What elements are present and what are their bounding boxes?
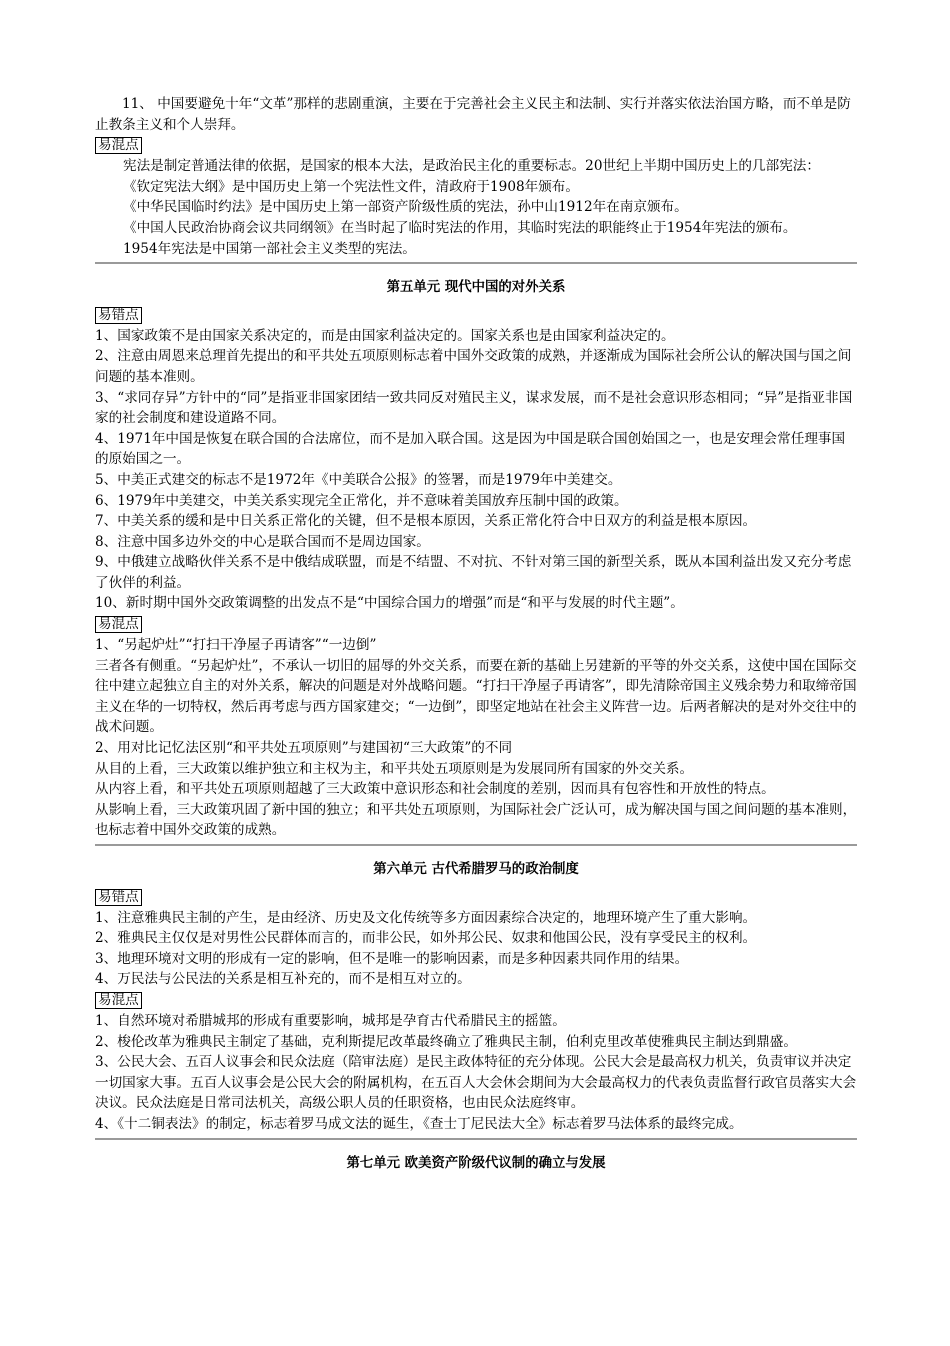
list-item: 从影响上看，三大政策巩固了新中国的独立；和平共处五项原则，为国际社会广泛认可，成为解决国与国之间问题的基本准则，也标志着中国外交政策的成熟。 — [95, 801, 857, 839]
section-divider — [95, 844, 857, 846]
section-divider — [95, 262, 857, 264]
list-item: 3、地理环境对文明的形成有一定的影响，但不是唯一的影响因素，而是多种因素共同作用的结果。 — [95, 950, 689, 967]
paragraph: 1954年宪法是中国第一部社会主义类型的宪法。 — [123, 240, 416, 257]
list-item: 1、“另起炉灶”“打扫干净屋子再请客”“一边倒” — [95, 637, 377, 654]
list-item: 1、注意雅典民主制的产生，是由经济、历史及文化传统等多方面因素综合决定的，地理环境产生了重大影响。 — [95, 909, 757, 926]
list-item: 1、自然环境对希腊城邦的形成有重要影响，城邦是孕育古代希腊民主的摇篮。 — [95, 1012, 566, 1029]
section-divider — [95, 1138, 857, 1140]
list-item: 2、注意由周恩来总理首先提出的和平共处五项原则标志着中国外交政策的成熟，并逐渐成为国际社会所公认的解决国与国之间问题的基本准则。 — [95, 348, 852, 385]
paragraph: 《中华民国临时约法》是中国历史上第一部资产阶级性质的宪法，孙中山1912年在南京颁布。 — [123, 199, 688, 216]
error-tag: 易错点 — [95, 307, 142, 324]
list-item: 从目的上看，三大政策以维护独立和主权为主，和平共处五项原则是为发展同所有国家的外交关系。 — [95, 760, 694, 777]
list-item: 8、注意中国多边外交的中心是联合国而不是周边国家。 — [95, 533, 430, 550]
error-tag: 易错点 — [95, 889, 142, 906]
document-page — [95, 94, 857, 1180]
list-item: 2、用对比记忆法区别“和平共处五项原则”与建国初“三大政策”的不同 — [95, 740, 513, 757]
list-item: 4、1971年中国是恢复在联合国的合法席位，而不是加入联合国。这是因为中国是联合国创始国之一，也是安理会常任理事国的原始国之一。 — [95, 430, 846, 468]
paragraph: 《钦定宪法大纲》是中国历史上第一个宪法性文件，清政府于1908年颁布。 — [123, 178, 579, 195]
paragraph-item-11: 11、 中国要避免十年“文革”那样的悲剧重演，主要在于完善社会主义民主和法制、实行并落实依法治国方略，而不单是防止教条主义和个人崇拜。 — [95, 96, 851, 133]
confusion-tag: 易混点 — [95, 992, 142, 1009]
paragraph: 宪法是制定普通法律的依据，是国家的根本大法，是政治民主化的重要标志。20世纪上半期中国历史上的几部宪法： — [123, 158, 820, 175]
list-item: 1、国家政策不是由国家关系决定的，而是由国家利益决定的。国家关系也是由国家利益决定的。 — [95, 327, 675, 344]
list-item: 4、万民法与公民法的关系是相互补充的，而不是相互对立的。 — [95, 971, 471, 988]
list-item: 5、中美正式建交的标志不是1972年《中美联合公报》的签署，而是1979年中美建交。 — [95, 471, 622, 488]
list-item: 7、中美关系的缓和是中日关系正常化的关键，但不是根本原因，关系正常化符合中日双方的利益是根本原因。 — [95, 513, 757, 530]
paragraph: 《中国人民政治协商会议共同纲领》在当时起了临时宪法的作用，其临时宪法的职能终止于1954年宪法的颁布。 — [123, 219, 797, 236]
list-item: 3、“求同存异”方针中的“同”是指亚非国家团结一致共同反对殖民主义，谋求发展，而不是社会意识形态相同；“异”是指亚非国家的社会制度和建设道路不同。 — [95, 389, 853, 427]
unit-7-title: 第七单元 欧美资产阶级代议制的确立与发展 — [346, 1155, 606, 1171]
list-item: 从内容上看，和平共处五项原则超越了三大政策中意识形态和社会制度的差别，因而具有包容性和开放性的特点。 — [95, 781, 775, 798]
unit-5-title: 第五单元 现代中国的对外关系 — [386, 280, 566, 296]
list-item: 10、新时期中国外交政策调整的出发点不是“中国综合国力的增强”而是“和平与发展的时代主题”。 — [95, 595, 684, 612]
list-item: 2、梭伦改革为雅典民主制定了基础，克利斯提尼改革最终确立了雅典民主制，伯利克里改革使雅典民主制达到鼎盛。 — [95, 1033, 797, 1050]
list-item: 9、中俄建立战略伙伴关系不是中俄结成联盟，而是不结盟、不对抗、不针对第三国的新型关系，既从本国利益出发又充分考虑了伙伴的利益。 — [95, 554, 852, 591]
unit-6-title: 第六单元 古代希腊罗马的政治制度 — [373, 862, 579, 877]
list-item: 4、《十二铜表法》的制定，标志着罗马成文法的诞生，《查士丁尼民法大全》标志着罗马法体系的最终完成。 — [95, 1115, 743, 1132]
confusion-tag: 易混点 — [95, 616, 142, 633]
list-item: 3、公民大会、五百人议事会和民众法庭（陪审法庭）是民主政体特征的充分体现。公民大会是最高权力机关，负责审议并决定一切国家大事。五百人议事会是公民大会的附属机构，在五百人大会休会期间为大会最高权力的代表负责监督行政官员落实大会决议。民众法庭是日常司法机关，高级公职人员的任职资格，也由民众法庭终审。 — [95, 1054, 857, 1112]
list-item: 三者各有侧重。“另起炉灶”，不承认一切旧的屈辱的外交关系，而要在新的基础上另建新的平等的外交关系，这使中国在国际交往中建立起独立自主的对外关系，解决的问题是对外战略问题。“打扫干净屋子再请客”，即先清除帝国主义残余势力和取缔帝国主义在华的一切特权，然后再考虑与西方国家建交；“一边倒”，即坚定地站在社会主义阵营一边。后两者解决的是对外交往中的战术问题。 — [95, 657, 857, 736]
confusion-tag: 易混点 — [95, 137, 142, 154]
list-item: 2、雅典民主仅仅是对男性公民群体而言的，而非公民，如外邦公民、奴隶和他国公民，没有享受民主的权利。 — [95, 930, 757, 947]
list-item: 6、1979年中美建交，中美关系实现完全正常化，并不意味着美国放弃压制中国的政策。 — [95, 492, 628, 509]
